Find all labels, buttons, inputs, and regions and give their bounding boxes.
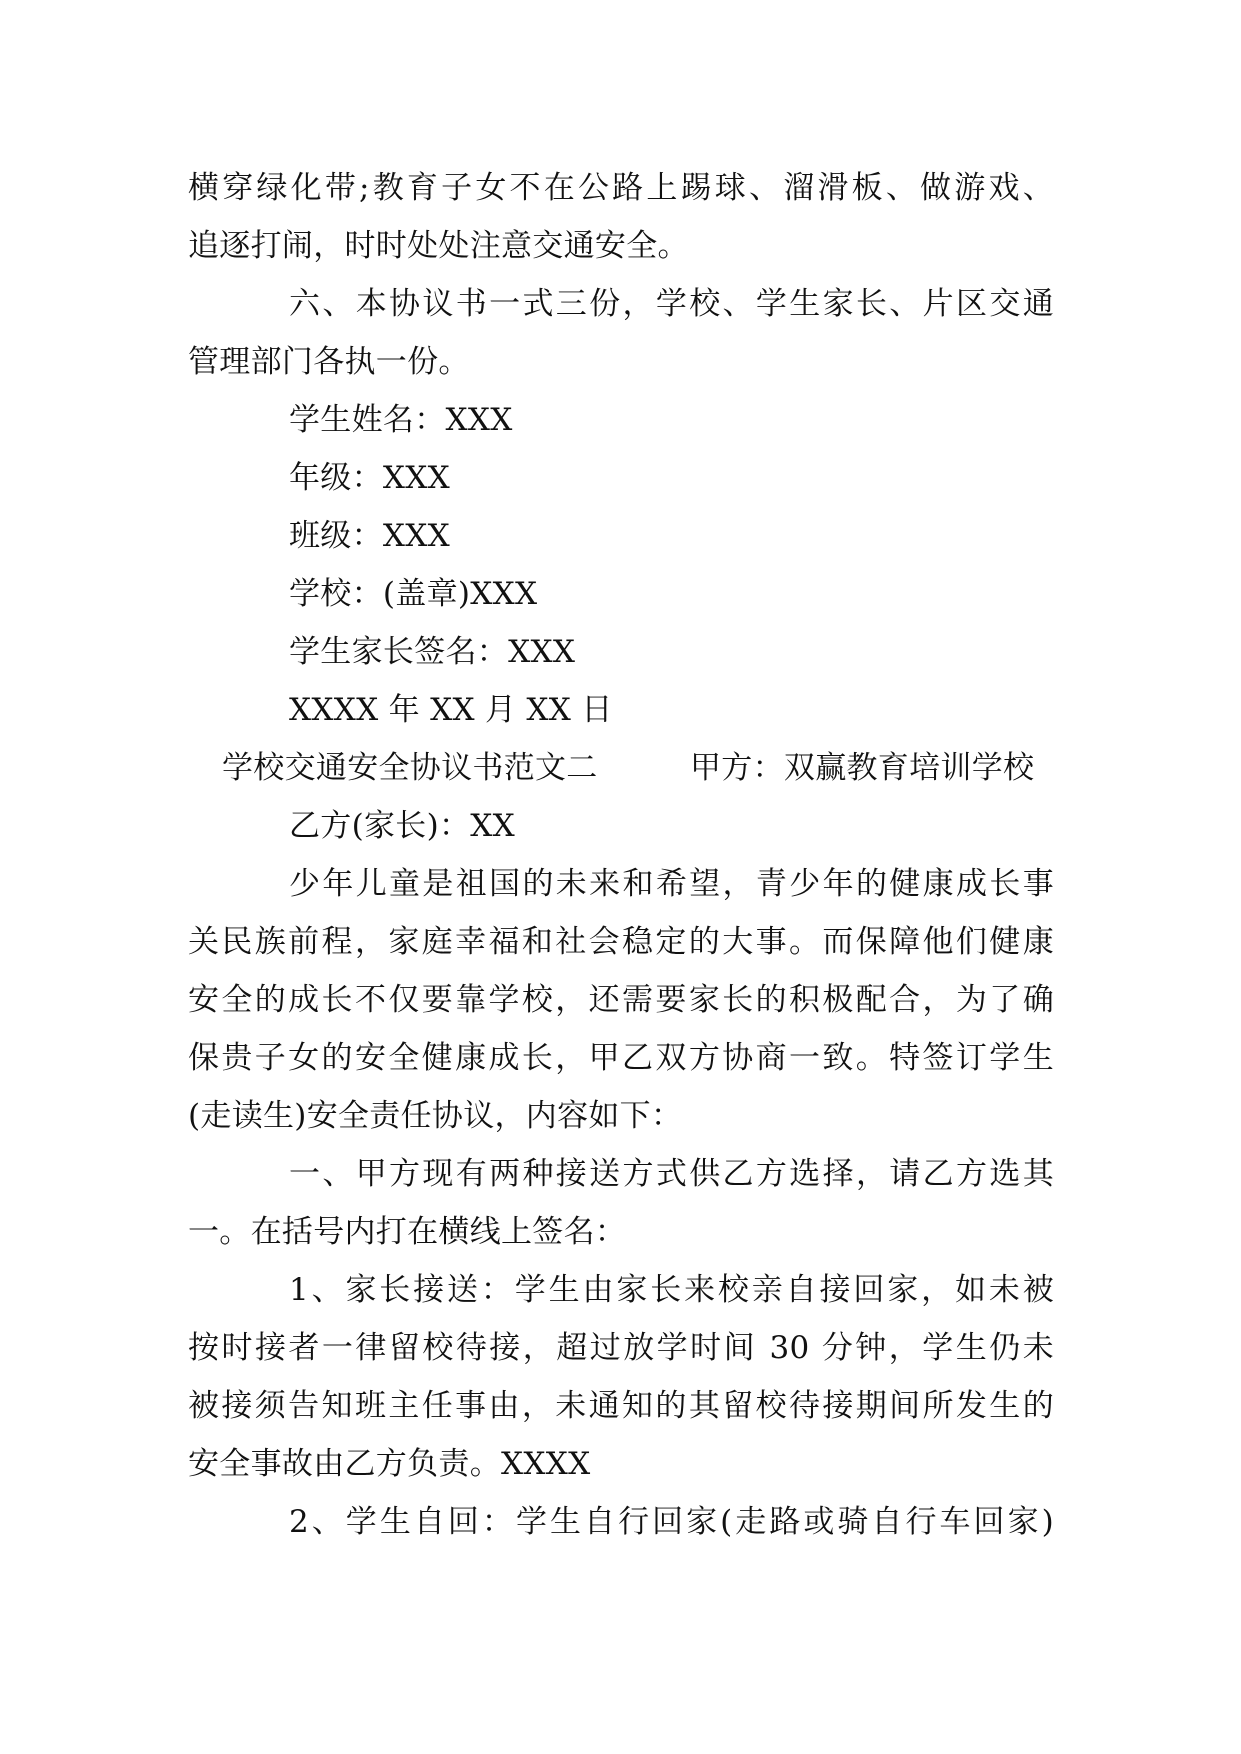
text-line: 追逐打闹，时时处处注意交通安全。 <box>188 228 689 264</box>
grade-field: 年级：XXX <box>289 460 451 496</box>
text-line: 2、学生自回：学生自行回家(走路或骑自行车回家) <box>289 1504 1054 1540</box>
text-line: 管理部门各执一份。 <box>188 344 470 380</box>
text-line: 一。在括号内打在横线上签名： <box>188 1214 627 1250</box>
text-line: 被接须告知班主任事由，未通知的其留校待接期间所发生的 <box>188 1388 1054 1424</box>
student-name-field: 学生姓名：XXX <box>289 402 513 438</box>
text-line: 安全事故由乙方负责。XXXX <box>188 1446 591 1482</box>
text-line: 按时接者一律留校待接，超过放学时间 30 分钟，学生仍未 <box>188 1330 1054 1366</box>
school-seal-field: 学校：(盖章)XXX <box>289 576 538 612</box>
text-line: 安全的成长不仅要靠学校，还需要家长的积极配合，为了确 <box>188 982 1054 1018</box>
date-field: XXXX 年 XX 月 XX 日 <box>289 692 613 728</box>
text-line: 1、家长接送：学生由家长来校亲自接回家，如未被 <box>289 1272 1054 1308</box>
parent-signature-field: 学生家长签名：XXX <box>289 634 576 670</box>
text-line: (走读生)安全责任协议，内容如下： <box>188 1098 683 1134</box>
class-field: 班级：XXX <box>289 518 451 554</box>
party-a-field: 甲方：双赢教育培训学校 <box>690 750 1035 786</box>
text-line: 横穿绿化带;教育子女不在公路上踢球、溜滑板、做游戏、 <box>188 170 1054 206</box>
text-line: 少年儿童是祖国的未来和希望，青少年的健康成长事 <box>289 866 1054 902</box>
text-line: 保贵子女的安全健康成长，甲乙双方协商一致。特签订学生 <box>188 1040 1054 1076</box>
party-b-field: 乙方(家长)：XX <box>289 808 516 844</box>
section-title: 学校交通安全协议书范文二 <box>222 750 598 786</box>
text-line: 一、甲方现有两种接送方式供乙方选择，请乙方选其 <box>289 1156 1054 1192</box>
text-line: 六、本协议书一式三份，学校、学生家长、片区交通 <box>289 286 1054 322</box>
text-line: 关民族前程，家庭幸福和社会稳定的大事。而保障他们健康 <box>188 924 1054 960</box>
